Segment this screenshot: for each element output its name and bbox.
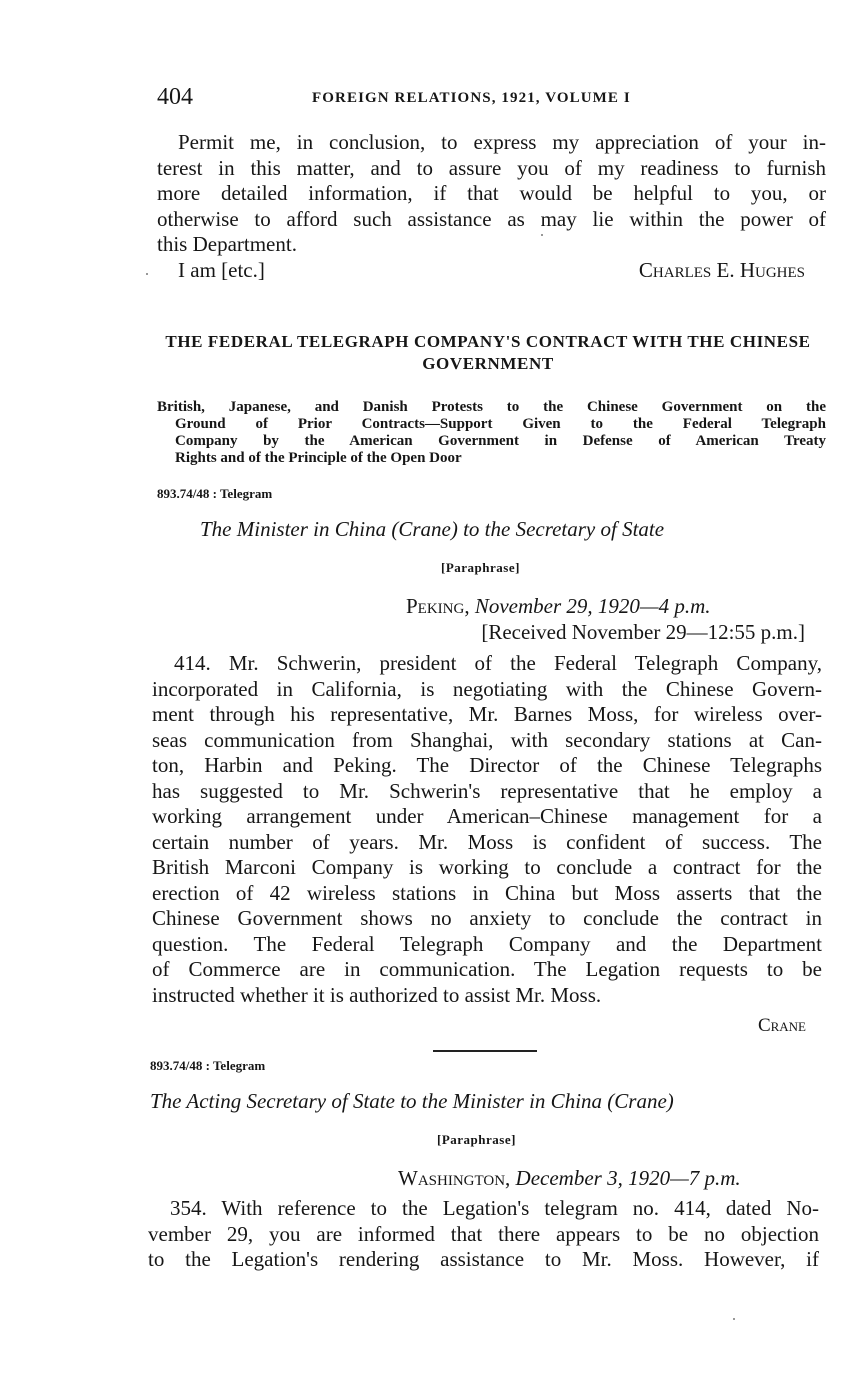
body-line: British Marconi Company is working to conclude a contract for the	[152, 855, 822, 879]
closing-phrase: I am [etc.]	[178, 258, 265, 282]
subtitle-line: Rights and of the Principle of the Open Door	[175, 450, 462, 466]
body-line: ton, Harbin and Peking. The Director of the Chinese Telegraphs	[152, 753, 822, 777]
file-reference: 893.74/48 : Telegram	[150, 1058, 266, 1073]
document-title: The Acting Secretary of State to the Minister in China (Crane)	[150, 1089, 674, 1113]
paraphrase-label: [Paraphrase]	[441, 560, 520, 575]
dateline	[406, 594, 711, 620]
scan-speck	[541, 234, 543, 236]
running-title: FOREIGN RELATIONS, 1921, VOLUME I	[312, 90, 631, 106]
telegram-body	[152, 651, 822, 1008]
dateline	[398, 1166, 741, 1192]
body-line: incorporated in California, is negotiating with the Chinese Govern-	[152, 676, 822, 701]
body-line: Chinese Government shows no anxiety to conclude the contract in	[152, 906, 822, 930]
body-line: 414. Mr. Schwerin, president of the Federal Telegraph Company,	[174, 651, 822, 675]
file-reference: 893.74/48 : Telegram	[157, 486, 273, 501]
instruction-body	[148, 1196, 819, 1273]
intro-line: otherwise to afford such assistance as may lie within the power of	[157, 206, 826, 231]
body-line: working arrangement under American–Chinese management for a	[152, 804, 822, 828]
page-number: 404	[157, 84, 193, 110]
scan-speck	[146, 273, 148, 275]
body-line: vember 29, you are informed that there appears to be no objection	[148, 1221, 819, 1246]
body-line: question. The Federal Telegraph Company and the Department	[152, 931, 822, 956]
section-title: THE FEDERAL TELEGRAPH COMPANY'S CONTRACT WITH THE CHINESE GOVERNMENT	[165, 332, 811, 373]
paraphrase-label: [Paraphrase]	[437, 1132, 516, 1147]
section-divider	[433, 1050, 537, 1052]
body-line: has suggested to Mr. Schwerin's representative that he employ a	[152, 778, 822, 803]
body-line: to the Legation's rendering assistance to Mr. Moss. However, if	[148, 1247, 819, 1271]
body-line: ment through his representative, Mr. Barnes Moss, for wireless over-	[152, 702, 822, 726]
intro-paragraph	[157, 130, 826, 258]
body-line: instructed whether it is authorized to assist Mr. Moss.	[152, 982, 602, 1007]
body-line: seas communication from Shanghai, with secondary stations at Can-	[152, 727, 822, 752]
intro-line: more detailed information, if that would be helpful to you, or	[157, 181, 826, 205]
body-line: erection of 42 wireless stations in China but Moss asserts that the	[152, 880, 822, 905]
intro-line: this Department.	[157, 232, 297, 256]
received-line: [Received November 29—12:55 p.m.]	[481, 620, 805, 644]
scan-speck	[733, 1318, 735, 1320]
section-subtitle	[157, 399, 826, 467]
body-line: of Commerce are in communication. The Legation requests to be	[152, 957, 822, 981]
document-title: The Minister in China (Crane) to the Secretary of State	[200, 517, 665, 541]
subtitle-line: British, Japanese, and Danish Protests to the Chinese Government on the	[157, 399, 826, 415]
subtitle-line: Company by the American Government in Defense of American Treaty	[175, 433, 826, 449]
signature-hughes: Charles E. Hughes	[638, 258, 805, 282]
intro-line: terest in this matter, and to assure you of my readiness to furnish	[157, 155, 826, 180]
signature-crane: Crane	[757, 1015, 806, 1036]
dateline-date: December 3, 1920—7 p.m.	[515, 1166, 741, 1190]
dateline-place: Washington,	[398, 1166, 511, 1190]
subtitle-line: Ground of Prior Contracts—Support Given to the Federal Telegraph	[175, 416, 826, 432]
body-line: certain number of years. Mr. Moss is confident of success. The	[152, 829, 822, 854]
dateline-place: Peking,	[406, 594, 470, 618]
intro-line: Permit me, in conclusion, to express my appreciation of your in-	[178, 130, 826, 154]
body-line: 354. With reference to the Legation's telegram no. 414, dated No-	[170, 1196, 819, 1220]
dateline-date: November 29, 1920—4 p.m.	[474, 594, 711, 618]
